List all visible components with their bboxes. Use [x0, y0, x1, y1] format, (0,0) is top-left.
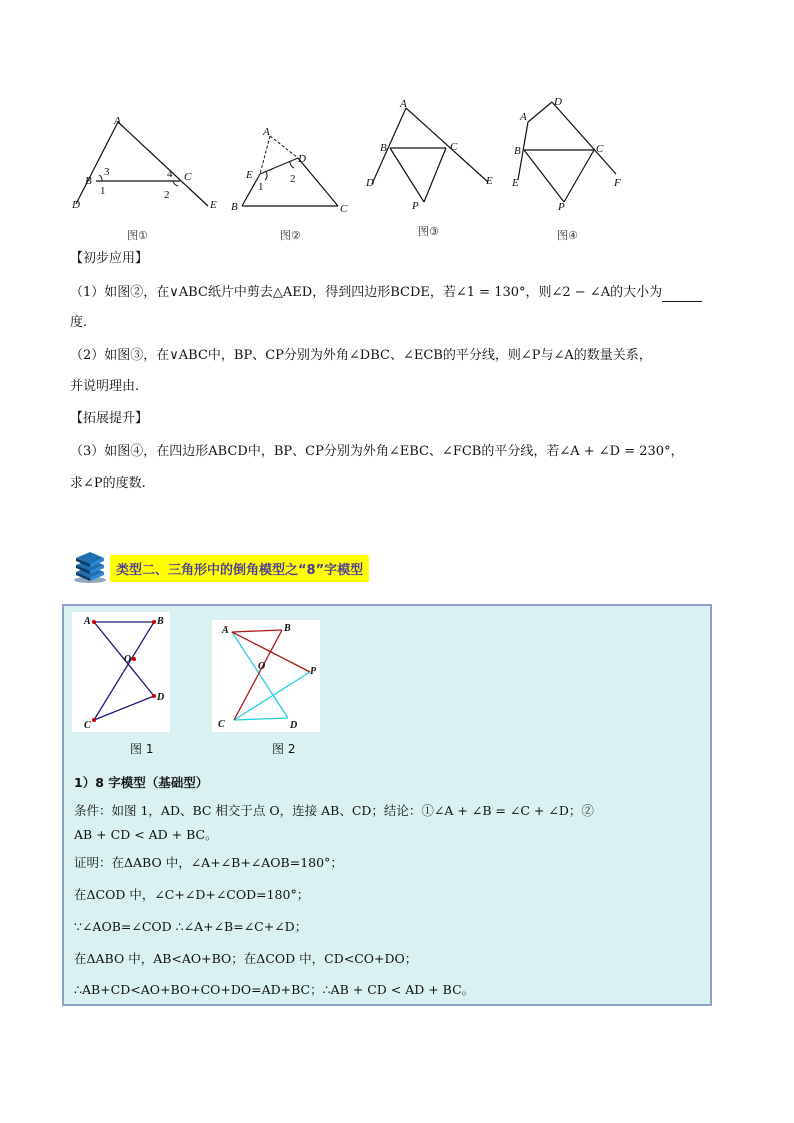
- box-fig2-label-O: O: [258, 661, 266, 672]
- fig4-label-E: E: [512, 177, 519, 189]
- box-fig1-label-C: C: [84, 720, 91, 731]
- fig4-label-P: P: [558, 201, 565, 213]
- box-fig2-label-D: D: [290, 720, 298, 731]
- figure-1: [68, 112, 228, 222]
- fig3-label-B: B: [380, 142, 387, 154]
- fig2-label-B: B: [231, 201, 238, 213]
- fig3-label-A: A: [400, 98, 407, 110]
- fig4-label-D: D: [554, 96, 562, 108]
- fig4-label-F: F: [614, 177, 621, 189]
- proof-line-3: ∵∠AOB=∠COD ∴∠A+∠B=∠C+∠D；: [74, 919, 308, 934]
- box-fig1-caption: 图 1: [130, 742, 154, 756]
- condition-line-1: 条件：如图 1，AD、BC 相交于点 O，连接 AB、CD；结论：①∠A + ∠B = ∠C + ∠D；②: [74, 803, 594, 818]
- box-fig2-label-A: A: [222, 625, 229, 636]
- fig1-angle-3: 3: [104, 166, 110, 178]
- fig1-angle-2: 2: [164, 189, 170, 201]
- answer-blank[interactable]: [662, 301, 702, 302]
- fig1-label-A: A: [114, 115, 121, 127]
- fig2-angle-2: 2: [290, 173, 296, 185]
- proof-line-2: 在ΔCOD 中，∠C+∠D+∠COD=180°；: [74, 887, 310, 902]
- figure-4: [508, 94, 638, 216]
- question-3-line-1: （3）如图④，在四边形ABCD中，BP、CP分别为外角∠EBC、∠FCB的平分线，若∠A + ∠D = 230°，: [70, 444, 684, 459]
- box-fig1-label-O: O: [124, 654, 132, 665]
- heading-initial-application: 【初步应用】: [70, 251, 149, 266]
- fig2-label-D: D: [298, 153, 306, 165]
- fig2-label-E: E: [246, 169, 253, 181]
- books-icon: [72, 552, 108, 584]
- box-fig2-label-P: P: [310, 666, 317, 677]
- figure-3: [362, 96, 502, 216]
- box-fig2-caption: 图 2: [272, 742, 296, 756]
- section-title: 类型二、三角形中的倒角模型之“8”字模型: [110, 555, 369, 582]
- model-box: [62, 604, 712, 1006]
- question-1-line-1: [70, 284, 702, 302]
- proof-line-1: 证明：在ΔABO 中，∠A+∠B+∠AOB=180°；: [74, 855, 343, 870]
- question-3-line-2: 求∠P的度数.: [70, 476, 146, 491]
- fig3-label-E: E: [486, 175, 493, 187]
- fig2-label-A: A: [263, 126, 270, 138]
- fig2-caption: 图②: [280, 229, 301, 242]
- box-figure-1: [72, 612, 170, 732]
- proof-line-5: ∴AB+CD<AO+BO+CO+DO=AD+BC；∴AB + CD < AD + BC。: [74, 982, 475, 997]
- box-fig2-label-B: B: [284, 623, 291, 634]
- fig3-label-D: D: [366, 177, 374, 189]
- proof-line-4: 在ΔABO 中，AB<AO+BO；在ΔCOD 中，CD<CO+DO；: [74, 951, 418, 966]
- fig2-angle-1: 1: [258, 181, 264, 193]
- question-2-line-2: 并说明理由.: [70, 379, 140, 394]
- fig1-label-B: B: [85, 175, 92, 187]
- fig1-label-E: E: [210, 199, 217, 211]
- figure-2: [228, 122, 358, 222]
- box-figure-2: [212, 620, 320, 732]
- question-1-text: （1）如图②，在∨ABC纸片中剪去△AED，得到四边形BCDE，若∠1 = 130°，则∠2 − ∠A的大小为: [70, 285, 663, 300]
- fig1-angle-4: 4: [167, 168, 173, 180]
- box-fig2-label-C: C: [218, 719, 225, 730]
- fig1-caption: 图①: [127, 229, 148, 242]
- fig1-label-D: D: [72, 199, 80, 211]
- fig3-caption: 图③: [418, 225, 439, 238]
- fig3-label-C: C: [450, 141, 458, 153]
- condition-line-2: AB + CD < AD + BC。: [74, 827, 218, 842]
- heading-extension: 【拓展提升】: [70, 411, 149, 426]
- fig2-label-C: C: [340, 203, 348, 215]
- fig4-label-B: B: [514, 145, 521, 157]
- box-fig1-label-B: B: [157, 616, 164, 627]
- box-fig1-label-A: A: [84, 616, 91, 627]
- model-title: 1）8 字模型（基础型）: [74, 775, 209, 790]
- fig1-angle-1: 1: [100, 185, 106, 197]
- section-header: [72, 550, 369, 586]
- fig4-label-A: A: [520, 111, 527, 123]
- question-1-line-2: 度.: [70, 315, 88, 330]
- question-2-line-1: （2）如图③，在∨ABC中，BP、CP分别为外角∠DBC、∠ECB的平分线，则∠P与∠A的数量关系，: [70, 348, 652, 363]
- fig3-label-P: P: [412, 200, 419, 212]
- box-fig1-label-D: D: [157, 692, 165, 703]
- fig4-caption: 图④: [557, 229, 578, 242]
- fig1-label-C: C: [184, 171, 192, 183]
- fig4-label-C: C: [596, 143, 604, 155]
